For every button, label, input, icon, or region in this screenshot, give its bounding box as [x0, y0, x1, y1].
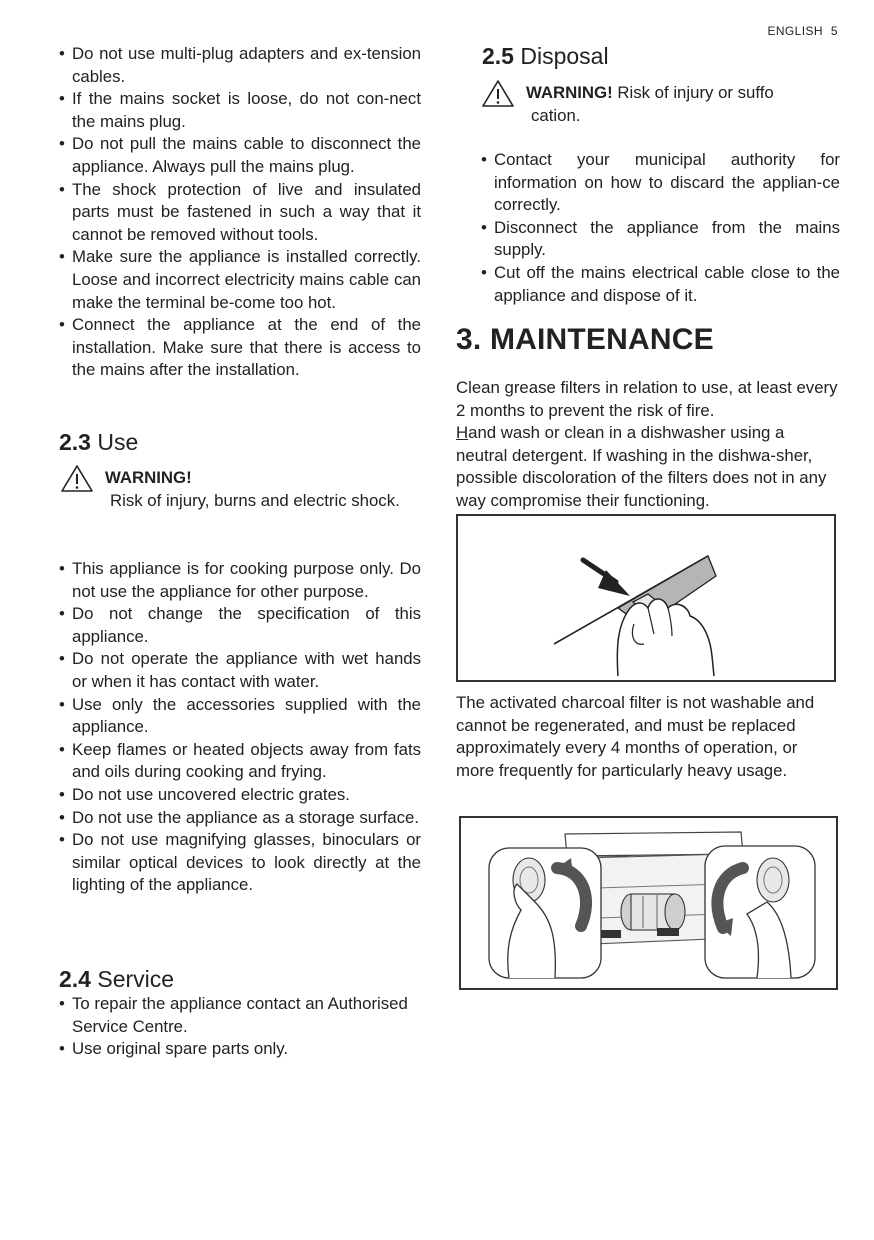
maintenance-paragraph-1: Clean grease filters in relation to use, at least every 2 months to prevent the risk of fire. Hand wash or clean in a dishwasher using a neutral detergent. If washing in the dishwa-sher, possible discoloration of the filters does not in any way compromise their functioning.: [456, 378, 838, 510]
warning-label: WARNING!: [526, 83, 613, 102]
list-item: • Use original spare parts only.: [59, 1039, 289, 1059]
list-item: • Connect the appliance at the end of the installation. Make sure that there is access to the mains after the installation.: [59, 315, 421, 380]
disposal-list: [481, 149, 840, 307]
figure-grease-filter: [456, 514, 836, 682]
list-item: • Do not use the appliance as a storage surface.: [59, 807, 420, 827]
warning-triangle-icon: [480, 78, 516, 108]
list-item: • Do not change the specification of this appliance.: [59, 604, 421, 646]
list-item: • Do not use uncovered electric grates.: [59, 784, 350, 804]
list-item: • To repair the appliance contact an Authorised Service Centre.: [59, 994, 408, 1036]
charcoal-filter-illustration: [461, 818, 836, 988]
warning-label: WARNING!: [105, 468, 192, 487]
service-list: [59, 993, 421, 1061]
list-item: • Contact your municipal authority for information on how to discard the applian-ce correctly.: [481, 150, 840, 215]
safety-list-intro: [59, 43, 421, 382]
warning-text: Risk of injury, burns and electric shock.: [110, 490, 400, 510]
warning-disposal: [480, 82, 840, 127]
warning-triangle-icon: [59, 463, 95, 493]
list-item: • Make sure the appliance is installed correctly. Loose and incorrect electricity mains cable can make the terminal be-come too hot.: [59, 247, 421, 312]
section-title-service: 2.4 Service: [59, 966, 175, 992]
list-item: • Use only the accessories supplied with the appliance.: [59, 694, 421, 737]
list-item: • Do not use magnifying glasses, binoculars or similar optical devices to look directly at the lighting of the appliance.: [59, 830, 421, 895]
maintenance-paragraph-2: The activated charcoal filter is not washable and cannot be regenerated, and must be replaced approximately every 4 months of operation, or more frequently for particularly heavy usage.: [456, 693, 815, 780]
list-item: • Disconnect the appliance from the mains supply.: [481, 217, 840, 260]
list-item: • Do not use multi-plug adapters and ex-tension cables.: [59, 44, 421, 86]
list-item: • The shock protection of live and insulated parts must be fastened in such a way that it cannot be removed without tools.: [59, 179, 421, 244]
list-item: • This appliance is for cooking purpose only. Do not use the appliance for other purpose.: [59, 559, 421, 601]
list-item: • If the mains socket is loose, do not con-nect the mains plug.: [59, 89, 421, 131]
page-header: [767, 24, 838, 38]
chapter-title-maintenance: 3. MAINTENANCE: [456, 323, 714, 356]
list-item: • Keep flames or heated objects away from fats and oils during cooking and frying.: [59, 739, 421, 782]
list-item: • Do not operate the appliance with wet hands or when it has contact with water.: [59, 649, 421, 691]
use-list: [59, 558, 421, 897]
list-item: • Do not pull the mains cable to disconnect the appliance. Always pull the mains plug.: [59, 134, 421, 176]
grease-filter-illustration: [458, 516, 834, 680]
warning-text: Risk of injury or suffo: [617, 83, 774, 102]
language-label: ENGLISH: [767, 24, 823, 38]
figure-charcoal-filter: [459, 816, 838, 990]
list-item: • Cut off the mains electrical cable close to the appliance and dispose of it.: [481, 262, 840, 305]
section-title-use: 2.3 Use: [59, 429, 139, 455]
warning-text-cont: cation.: [531, 105, 581, 125]
section-title-disposal: 2.5 Disposal: [482, 43, 609, 69]
warning-use: [59, 467, 421, 512]
page-number: 5: [830, 24, 838, 38]
